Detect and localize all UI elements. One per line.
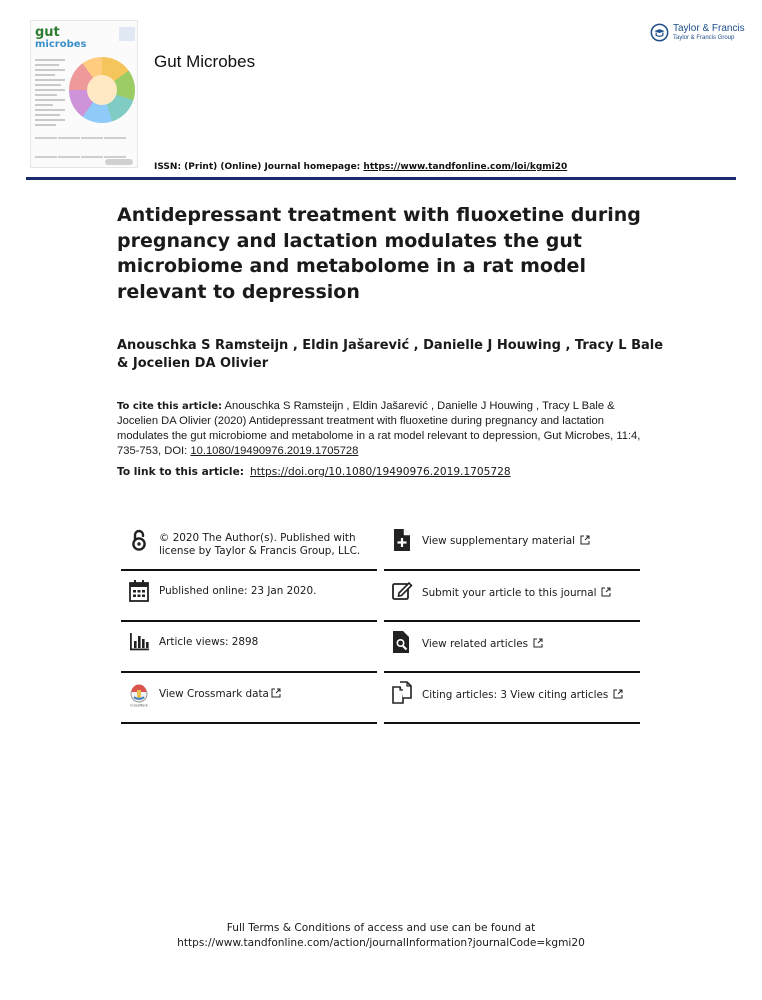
row-divider [384,620,640,622]
cover-microbes-wordmark: microbes [35,39,87,50]
crossmark-link[interactable] [159,688,281,701]
bar-chart-icon [128,630,150,654]
external-link-icon [533,638,543,648]
external-link-icon [613,689,623,699]
terms-line-1: Full Terms & Conditions of access and use can be found at [226,922,536,934]
supplementary-link[interactable] [422,535,590,548]
publisher-name: Taylor & Francis [673,23,745,34]
article-views: Article views: 2898 [159,636,259,648]
external-link-icon [580,535,590,545]
submit-link[interactable] [422,587,611,600]
article-link-line [117,466,677,478]
supplementary-file-icon [391,528,413,552]
citing-articles-icon [391,681,413,705]
issn-homepage-line [154,162,567,172]
cover-publisher-logo [105,159,133,165]
citation-text: Anouschka S Ramsteijn , Eldin Jašarević , Danielle J Houwing , Tracy L Bale & Jocelien DA Olivier (2020) Antidepressant treatment with fluoxetine during pregnancy and lactation modulates the gut microbiome and metabolome in a rat model relevant to depression, Gut Microbes, 11:4, 735-753, DOI: [117,400,641,457]
article-title: Antidepressant treatment with fluoxetine during pregnancy and lactation modulates the gut microbiome and metabolome in a rat model relevant to depression [117,204,641,303]
cover-issue-box [119,27,135,41]
citing-label: Citing articles: 3 View citing articles [422,689,609,701]
row-divider [121,671,377,673]
calendar-icon [128,579,150,603]
citation-block [117,399,657,459]
row-divider [384,722,640,724]
header-divider [26,177,736,180]
link-label: To link to this article: [117,466,244,478]
license-line-2: license by Taylor & Francis Group, LLC. [159,545,361,557]
journal-homepage-link[interactable]: https://www.tandfonline.com/loi/kgmi20 [363,162,568,172]
taylor-francis-logo-icon [650,23,669,42]
open-access-lock-icon [128,528,150,552]
search-document-icon [391,630,413,654]
supplementary-label: View supplementary material [422,535,576,547]
terms-footer [0,921,762,951]
related-label: View related articles [422,638,529,650]
citation-label: To cite this article: [117,401,223,412]
row-divider [121,620,377,622]
cover-illustration [69,57,135,123]
row-divider [121,569,377,571]
crossmark-label: View Crossmark data [159,688,269,700]
journal-title: Gut Microbes [154,52,256,71]
citing-link[interactable] [422,689,623,702]
license-line-1: © 2020 The Author(s). Published with [159,532,356,544]
journal-cover-thumbnail[interactable] [30,20,138,168]
article-doi-url[interactable]: https://doi.org/10.1080/19490976.2019.1705728 [250,466,511,478]
issn-text: ISSN: (Print) (Online) Journal homepage: [154,162,364,172]
published-date: Published online: 23 Jan 2020. [159,585,317,597]
taylor-francis-logo[interactable] [650,22,746,48]
crossmark-icon [128,684,150,708]
citation-doi-link[interactable]: 10.1080/19490976.2019.1705728 [190,445,359,457]
external-link-icon [271,688,281,698]
terms-url[interactable]: https://www.tandfonline.com/action/journalInformation?journalCode=kgmi20 [177,937,585,949]
row-divider [384,671,640,673]
submit-label: Submit your article to this journal [422,587,597,599]
row-divider [384,569,640,571]
article-authors: Anouschka S Ramsteijn , Eldin Jašarević , Danielle J Houwing , Tracy L Bale & Jocelien DA Olivier [117,338,664,371]
crossmark-badge-text: CrossMark [130,703,148,708]
cover-contents-list [35,59,65,129]
edit-icon [391,579,413,603]
related-link[interactable] [422,638,543,651]
row-divider [121,722,377,724]
publisher-group-name: Taylor & Francis Group [673,35,735,41]
external-link-icon [601,587,611,597]
cover-gut-wordmark: gut [35,25,60,40]
